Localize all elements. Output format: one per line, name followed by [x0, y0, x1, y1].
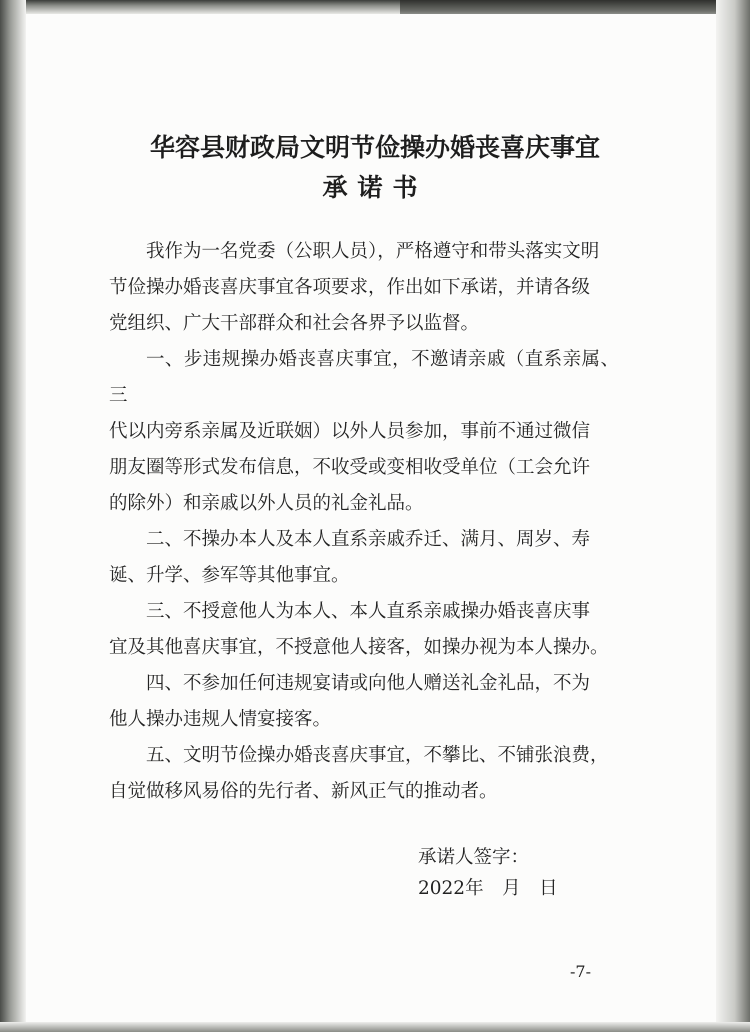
paragraph: [109, 234, 619, 342]
paragraph: [109, 666, 619, 738]
paragraph: [109, 522, 619, 594]
paragraph-line: 我作为一名党委（公职人员），严格遵守和带头落实文明: [146, 241, 600, 262]
paragraph-line: 党组织、广大干部群众和社会各界予以监督。: [109, 313, 480, 334]
signature-label: 承诺人签字：: [418, 847, 530, 868]
paragraph-line: 节俭操办婚丧喜庆事宜各项要求，作出如下承诺，并请各级: [109, 277, 591, 298]
paragraph: [109, 738, 619, 810]
signature-date: 2022年 月 日: [418, 878, 558, 899]
paragraph-line: 自觉做移风易俗的先行者、新风正气的推动者。: [109, 781, 498, 802]
paragraph-line: 三、不授意他人为本人、本人直系亲戚操办婚丧喜庆事: [146, 601, 591, 622]
paragraph-line: 他人操办违规人情宴接客。: [109, 709, 332, 730]
paragraph-line: 宜及其他喜庆事宜，不授意他人接客，如操办视为本人操办。: [109, 637, 609, 658]
document-title-line1: 华容县财政局文明节俭操办婚丧喜庆事宜: [149, 133, 600, 162]
paragraph-line: 五、文明节俭操办婚丧喜庆事宜，不攀比、不铺张浪费，: [146, 745, 609, 766]
document-title-line2: 承诺书: [322, 173, 428, 202]
paragraph-line: 诞、升学、参军等其他事宜。: [109, 565, 350, 586]
paragraph-line: 二、不操办本人及本人直系亲戚乔迁、满月、周岁、寿: [146, 529, 591, 550]
scan-shadow-bottom: [0, 1022, 750, 1032]
paragraph-line: 的除外）和亲戚以外人员的礼金礼品。: [109, 493, 424, 514]
paragraph: [109, 342, 619, 522]
page-number: -7-: [570, 962, 591, 981]
paragraph-line: 一、步违规操办婚丧喜庆事宜，不邀请亲戚（直系亲属、三: [109, 349, 619, 406]
paragraph-line: 四、不参加任何违规宴请或向他人赠送礼金礼品，不为: [146, 673, 591, 694]
paragraph-line: 朋友圈等形式发布信息，不收受或变相收受单位（工会允许: [109, 457, 591, 478]
paragraph: [109, 594, 619, 666]
document-body: [109, 234, 619, 810]
paragraph-line: 代以内旁系亲属及近联姻）以外人员参加，事前不通过微信: [109, 421, 591, 442]
